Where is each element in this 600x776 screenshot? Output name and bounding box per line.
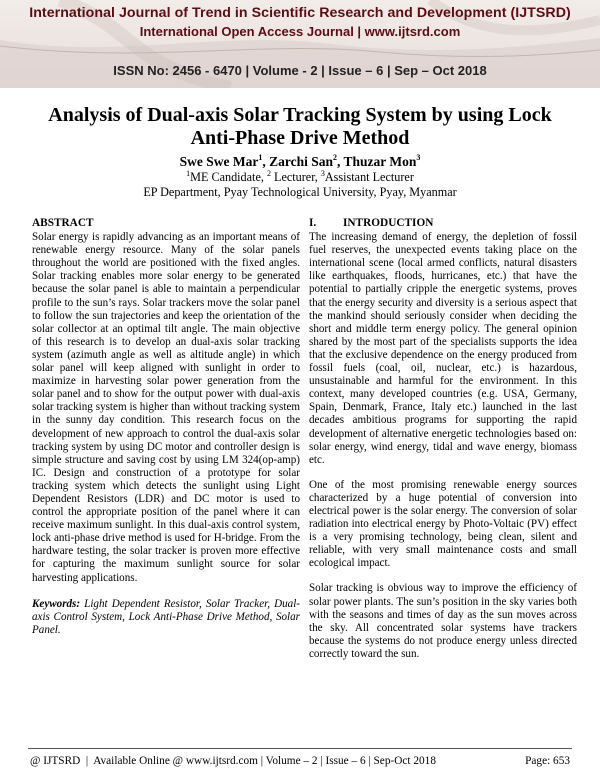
role-mark: 1 (186, 169, 191, 178)
journal-name: International Journal of Trend in Scientific Research and Development (IJTSRD) (29, 5, 571, 21)
author-list (0, 154, 600, 170)
intro-paragraph: Solar tracking is obvious way to improve the efficiency of solar power plants. The sun’s position in the sky varies both with the seasons and times of day as the sun moves across the sky. All concentrated solar systems have trackers because the systems do not produce energy unless directed correctly toward the sun. (309, 582, 577, 660)
introduction-heading (309, 217, 577, 230)
role-mark: 3 (320, 169, 325, 178)
intro-paragraph: One of the most promising renewable energy sources characterized by a huge potential of conversion into electrical power is the solar energy. The conversion of solar radiation into electrical energy by Photo-Voltaic (PV) effect is a very promising technology, being clean, silent and reliable, with very small maintenance costs and small ecological impact. (309, 478, 577, 570)
abstract-heading: ABSTRACT (32, 217, 94, 229)
journal-subline: International Open Access Journal | www.ijtsrd.com (139, 24, 461, 39)
introduction-column (309, 217, 577, 661)
author-roles (0, 170, 600, 185)
section-number: I. (309, 217, 317, 229)
role-text: ME Candidate, (190, 170, 267, 184)
author-mark: 3 (416, 153, 421, 162)
author-mark: 1 (258, 153, 263, 162)
role-mark: 2 (266, 169, 271, 178)
role-text: Lecturer, (270, 170, 321, 184)
paper-title-line2: Anti-Phase Drive Method (190, 127, 410, 149)
affiliation: EP Department, Pyay Technological University, Pyay, Myanmar (143, 185, 457, 199)
page-number: Page: 653 (525, 755, 570, 767)
role-text: Assistant Lecturer (324, 170, 414, 184)
section-title: INTRODUCTION (343, 217, 434, 229)
author-name: Thuzar Mon (343, 154, 417, 169)
keywords (32, 598, 300, 637)
keywords-text: Light Dependent Resistor, Solar Tracker, Dual-axis Control System, Lock Anti-Phase Drive Method, Solar Panel. (32, 597, 300, 636)
footer-citation: @ IJTSRD | Available Online @ www.ijtsrd.com | Volume – 2 | Issue – 6 | Sep-Oct 2018 (30, 755, 436, 767)
abstract-body: Solar energy is rapidly advancing as an important means of renewable energy resource. Many of the solar panels throughout the world are positioned with the fixed angles. Solar tracking enables more solar energy to be generated because the solar panel is able to maintain a perpendicular profile to the sun’s rays. Solar trackers move the solar panel to follow the sun trajectories and keep the orientation of the solar collector at an optimal tilt angle. The main objective of this research is to develop an dual-axis solar tracking system (azimuth angle as well as altitude angle) in which solar panel will keep aligned with sunlight in order to maximize in harvesting solar power generation from the solar panel and to show for the output power with dual-axis solar tracking system is higher than without tracking system in the sunny day condition. This research focus on the development of new approach to control the dual-axis solar tracking system by using DC motor and controller design is simple structure and saving cost by using LM 324(op-amp) IC. Design and construction of a prototype for solar tracking system which detects the sunlight using Light Dependent Resistors (LDR) and DC motor is used to control the appropriate position of the panel where it can receive maximum sunlight. In this dual-axis control system, lock anti-phase drive method is used for H-bridge. From the hardware testing, the solar tracker is proven more effective for capturing the maximum sunlight source for solar harvesting applications. (32, 231, 300, 584)
abstract-column (32, 217, 300, 637)
journal-header-banner (0, 0, 600, 88)
author-name: Zarchi San (269, 154, 333, 169)
author-mark: 2 (332, 153, 337, 162)
keywords-label: Keywords: (32, 597, 81, 610)
author-separator: , (262, 154, 270, 169)
issue-info: ISSN No: 2456 - 6470 | Volume - 2 | Issue – 6 | Sep – Oct 2018 (113, 63, 487, 78)
intro-paragraph: The increasing demand of energy, the depletion of fossil fuel reserves, the unexpected events taking place on the international scene (local armed conflicts, natural disasters like earthquakes, floods, hurricanes, etc.) that have the potential to partially cripple the energetic systems, proves that the energy security and diversity is a serious aspect that the mankind should seriously consider when deciding the short and middle term energy policy. The general opinion shared by the most part of the specialists supports the idea that the exclusive dependence on the energy produced from fossil fuels (coal, oil, nuclear, etc.) is hazardous, unsustainable and harmful for the environment. In this context, many developed countries (e.g. USA, Germany, Spain, Denmark, France, Italy etc.) launched in the last decades ambitious programs for supporting the rapid development of alternative energetic technologies based on: solar energy, wind energy, tidal and wave energy, biomass etc. (309, 231, 577, 466)
author-name: Swe Swe Mar (179, 154, 259, 169)
paper-title-line1: Analysis of Dual-axis Solar Tracking System by using Lock (48, 104, 552, 126)
author-separator: , (336, 154, 344, 169)
footer-divider (28, 748, 572, 749)
